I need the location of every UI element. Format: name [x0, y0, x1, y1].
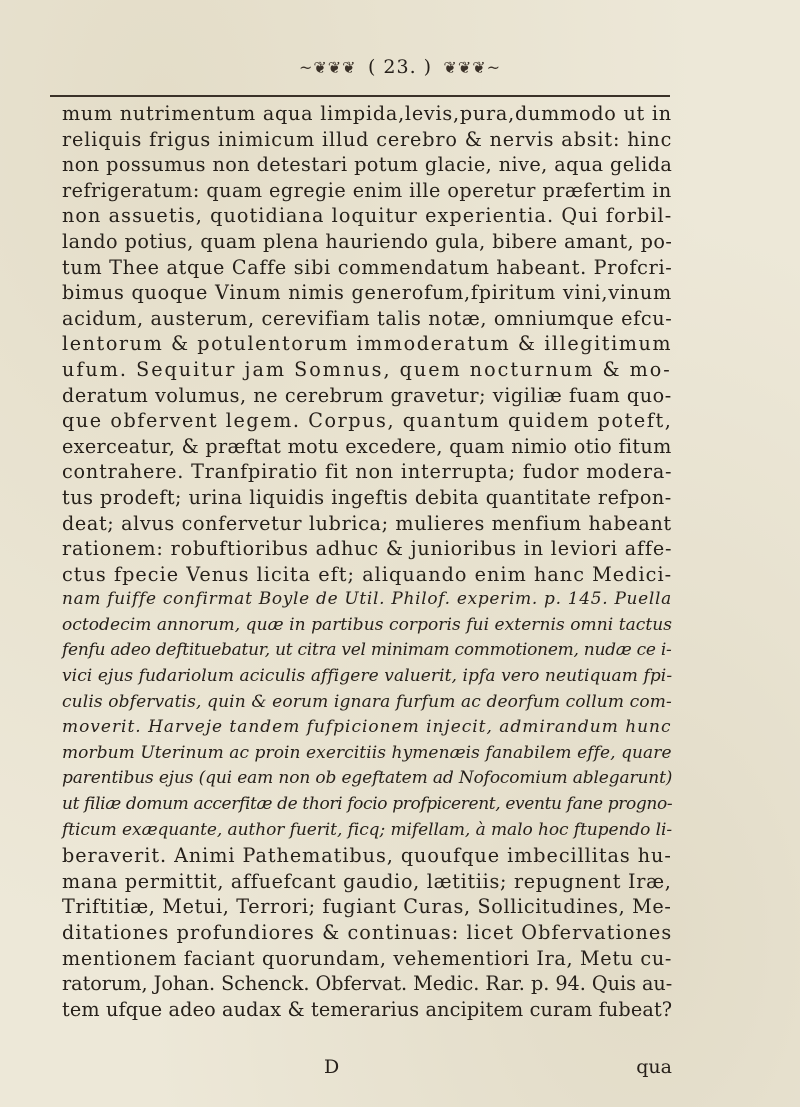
page-number: ( 23. ) — [367, 56, 433, 78]
text-line: non possumus non detestari potum glacie, nive, aqua gelida — [62, 153, 673, 177]
text-line: refrigeratum: quam egregie enim ille operetur præfertim in — [62, 178, 672, 202]
text-line: ut filiæ domum accerfitæ de thori focio profpicerent, eventu fane progno- — [62, 794, 673, 815]
text-line: exerceatur, & præftat motu excedere, quam nimio otio fitum — [62, 434, 672, 458]
page-footer — [62, 1056, 672, 1082]
text-line: tem ufque adeo audax & temerarius ancipitem curam fubeat? — [62, 997, 673, 1021]
text-line: deat; alvus confervetur lubrica; mulieres menfium habeant — [62, 511, 672, 535]
text-line: ratorum, Johan. Schenck. Obfervat. Medic. Rar. p. 94. Quis au- — [62, 972, 673, 996]
text-line: contrahere. Tranfpiratio fit non interrupta; fudor modera- — [62, 460, 673, 484]
text-line: rationem: robuftioribus adhuc & junioribus in leviori affe- — [62, 537, 673, 561]
signature-mark: D — [324, 1056, 340, 1078]
text-line: mum nutrimentum aqua limpida,levis,pura,dummodo ut in — [62, 102, 672, 125]
text-line: nam fuiffe confirmat Boyle de Util. Philof. experim. p. 145. Puella — [62, 589, 672, 610]
text-line: moverit. Harveje tandem fufpicionem injecit, admirandum hunc — [62, 717, 672, 738]
text-line: fticum exæquante, author fuerit, ficq; mifellam, à malo hoc ftupendo li- — [62, 819, 673, 840]
ornament-left-icon: ~❦❦❦ — [298, 58, 357, 77]
header-rule — [50, 95, 670, 97]
text-line: vici ejus fudariolum aciculis affigere valuerit, ipfa vero neutiquam fpi- — [62, 666, 673, 687]
text-line: acidum, austerum, cerevifiam talis notæ, omniumque efcu- — [62, 306, 673, 330]
text-line: Triftitiæ, Metui, Terrori; fugiant Curas, Sollicitudines, Me- — [62, 895, 672, 919]
body-text — [62, 101, 672, 1022]
text-line: que obfervent legem. Corpus, quantum quidem poteft, — [62, 409, 673, 433]
text-line: ufum. Sequitur jam Somnus, quem nocturnum & mo- — [62, 357, 672, 381]
text-line: lando potius, quam plena hauriendo gula, bibere amant, po- — [62, 229, 673, 253]
text-line: morbum Uterinum ac proin exercitiis hymenæis fanabilem effe, quare — [62, 742, 672, 763]
text-line: deratum volumus, ne cerebrum gravetur; vigiliæ fuam quo- — [62, 383, 672, 407]
text-line: non assuetis, quotidiana loquitur experientia. Qui forbil- — [62, 204, 673, 228]
text-line: fenfu adeo deftituebatur, ut citra vel minimam commotionem, nudæ ce i- — [62, 640, 672, 661]
text-line: mentionem faciant quorundam, vehementiori Ira, Metu cu- — [62, 946, 672, 970]
text-line: reliquis frigus inimicum illud cerebro & nervis absit: hinc — [62, 127, 673, 151]
text-line: bimus quoque Vinum nimis generofum,fpiritum vini,vinum — [62, 281, 672, 305]
text-line: octodecim annorum, quæ in partibus corporis fui externis omni tactus — [62, 614, 673, 635]
catchword: qua — [636, 1056, 672, 1078]
text-line: lentorum & potulentorum immoderatum & illegitimum — [62, 332, 673, 356]
text-line: ctus fpecie Venus licita eft; aliquando enim hanc Medici- — [62, 562, 673, 586]
ornament-right-icon: ❦❦❦~ — [443, 58, 502, 77]
text-line: tus prodeft; urina liquidis ingeftis debita quantitate refpon- — [62, 485, 672, 509]
text-line: beraverit. Animi Pathematibus, quoufque imbecillitas hu- — [62, 844, 672, 868]
text-line: parentibus ejus (qui eam non ob egeftatem ad Nofocomium ablegarunt) — [62, 768, 673, 789]
text-line: ditationes profundiores & continuas: licet Obfervationes — [62, 921, 673, 944]
text-line: tum Thee atque Caffe sibi commendatum habeant. Profcri- — [62, 255, 673, 279]
text-line: culis obfervatis, quin & eorum ignara furfum ac deorfum collum com- — [62, 691, 672, 712]
text-line: mana permittit, affuefcant gaudio, lætitiis; repugnent Iræ, — [62, 869, 672, 893]
page-header — [0, 54, 800, 78]
